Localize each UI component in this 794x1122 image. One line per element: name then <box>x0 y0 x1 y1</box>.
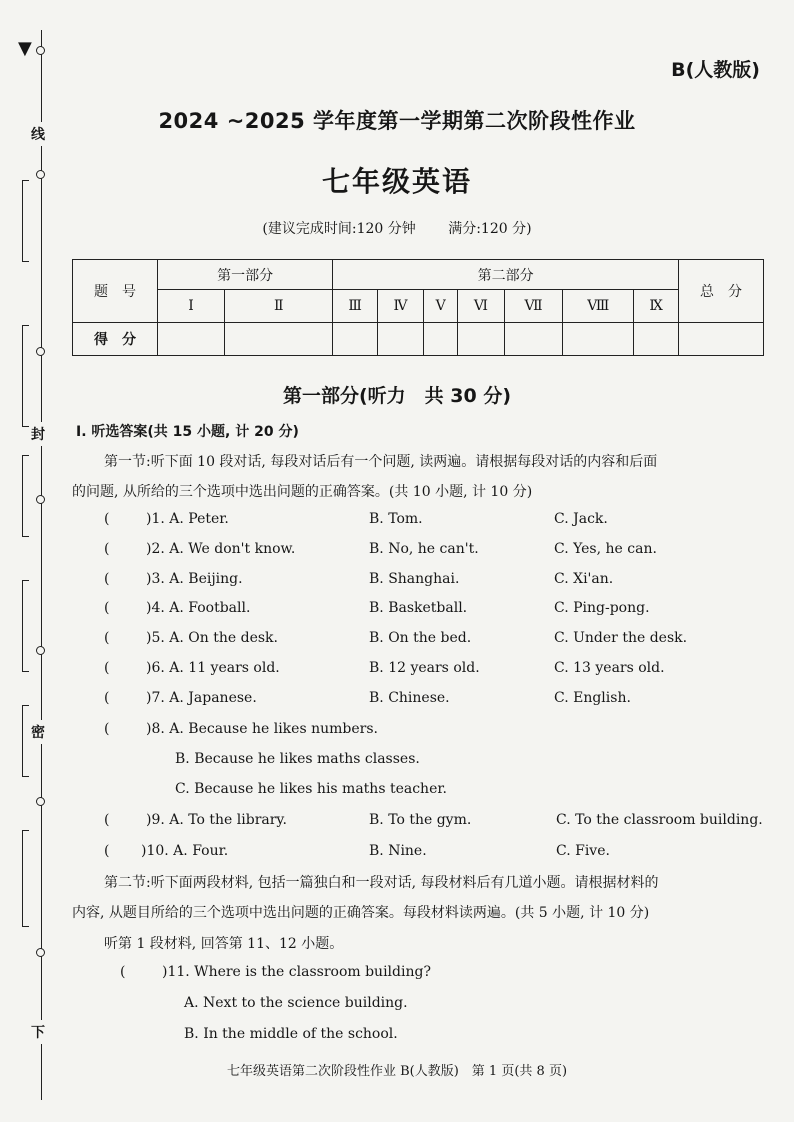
row-header-question-no: 题 号 <box>73 260 158 323</box>
score-table <box>72 259 764 356</box>
total-header: 总 分 <box>679 260 764 323</box>
subject-title: 七年级英语 <box>321 165 472 198</box>
answer-paren[interactable]: ( <box>104 600 110 616</box>
score-cell[interactable] <box>158 323 225 356</box>
score-cell[interactable] <box>563 323 634 356</box>
question-10: )10. A. Four. <box>141 843 229 859</box>
question-7: )7. A. Japanese. <box>146 690 257 706</box>
student-field-bracket <box>22 455 29 537</box>
row-header-score: 得 分 <box>73 323 158 356</box>
binding-char-xian: 线 <box>31 122 45 146</box>
student-field-bracket <box>22 705 29 777</box>
question-8: )8. A. Because he likes numbers. <box>146 721 378 737</box>
option-b: B. Shanghai. <box>369 571 460 587</box>
score-cell[interactable] <box>504 323 563 356</box>
question-11: )11. Where is the classroom building? <box>162 964 431 980</box>
section1-intro-line1: 第一节:听下面 10 段对话, 每段对话后有一个问题, 读两遍。请根据每段对话的内容和后面 <box>104 454 658 470</box>
answer-paren[interactable]: ( <box>104 812 110 828</box>
part2-header: 第二部分 <box>333 260 679 290</box>
answer-paren[interactable]: ( <box>104 571 110 587</box>
binding-hole <box>36 646 45 655</box>
score-cell[interactable] <box>377 323 423 356</box>
student-field-bracket <box>22 580 29 672</box>
option-c: C. Five. <box>556 843 610 859</box>
score-cell[interactable] <box>333 323 378 356</box>
option-b: B. Because he likes maths classes. <box>175 751 420 767</box>
binding-hole <box>36 347 45 356</box>
part1-header: 第一部分 <box>158 260 333 290</box>
student-field-bracket <box>22 325 29 427</box>
option-b: B. 12 years old. <box>369 660 480 676</box>
col-header: Ⅱ <box>225 290 333 323</box>
col-header: Ⅸ <box>634 290 679 323</box>
time-limit: (建议完成时间:120 分钟 <box>262 221 416 237</box>
option-c: C. Yes, he can. <box>554 541 657 557</box>
student-field-bracket <box>22 830 29 927</box>
col-header: Ⅷ <box>563 290 634 323</box>
option-c: C. English. <box>554 690 631 706</box>
score-cell[interactable] <box>424 323 458 356</box>
exam-title: 2024 ~2025 学年度第一学期第二次阶段性作业 <box>158 109 636 133</box>
option-b: B. Basketball. <box>369 600 468 616</box>
col-header: Ⅲ <box>333 290 378 323</box>
option-b: B. Nine. <box>369 843 427 859</box>
answer-paren[interactable]: ( <box>104 630 110 646</box>
section1-title: Ⅰ. 听选答案(共 15 小题, 计 20 分) <box>76 424 299 440</box>
answer-paren[interactable]: ( <box>104 660 110 676</box>
option-c: C. Ping-pong. <box>554 600 650 616</box>
binding-char-feng: 封 <box>31 422 45 446</box>
option-c: C. To the classroom building. <box>556 812 763 828</box>
question-4: )4. A. Football. <box>146 600 251 616</box>
corner-mark: ▼ <box>18 38 32 59</box>
full-score: 满分:120 分) <box>448 221 532 237</box>
answer-paren[interactable]: ( <box>120 964 126 980</box>
col-header: Ⅵ <box>458 290 504 323</box>
option-c: C. Because he likes his maths teacher. <box>175 781 447 797</box>
question-5: )5. A. On the desk. <box>146 630 278 646</box>
question-1: )1. A. Peter. <box>146 511 229 527</box>
binding-hole <box>36 948 45 957</box>
edition-label: B(人教版) <box>671 59 760 81</box>
page-footer: 七年级英语第二次阶段性作业 B(人教版) 第 1 页(共 8 页) <box>226 1064 568 1079</box>
binding-hole <box>36 797 45 806</box>
col-header: Ⅴ <box>424 290 458 323</box>
option-c: C. Jack. <box>554 511 608 527</box>
answer-paren[interactable]: ( <box>104 690 110 706</box>
col-header: Ⅰ <box>158 290 225 323</box>
answer-paren[interactable]: ( <box>104 843 110 859</box>
answer-paren[interactable]: ( <box>104 721 110 737</box>
option-b: B. In the middle of the school. <box>184 1026 398 1042</box>
section2-intro-line1: 第二节:听下面两段材料, 包括一篇独白和一段对话, 每段材料后有几道小题。请根据材料的 <box>104 875 659 891</box>
option-b: B. Chinese. <box>369 690 450 706</box>
binding-char-xia: 下 <box>31 1020 45 1044</box>
col-header: Ⅶ <box>504 290 563 323</box>
exam-meta <box>0 218 794 238</box>
binding-char-mi: 密 <box>31 720 45 744</box>
question-6: )6. A. 11 years old. <box>146 660 280 676</box>
question-9: )9. A. To the library. <box>146 812 287 828</box>
binding-hole <box>36 46 45 55</box>
section2-intro-line2: 内容, 从题目所给的三个选项中选出问题的正确答案。每段材料读两遍。(共 5 小题, 计 10 分) <box>72 905 650 921</box>
question-3: )3. A. Beijing. <box>146 571 243 587</box>
option-b: B. On the bed. <box>369 630 472 646</box>
option-a: A. Next to the science building. <box>184 995 408 1011</box>
score-cell[interactable] <box>634 323 679 356</box>
col-header: Ⅳ <box>377 290 423 323</box>
answer-paren[interactable]: ( <box>104 511 110 527</box>
option-b: B. Tom. <box>369 511 423 527</box>
option-c: C. Xi'an. <box>554 571 614 587</box>
material-1-instruction: 听第 1 段材料, 回答第 11、12 小题。 <box>104 936 344 952</box>
section1-intro-line2: 的问题, 从所给的三个选项中选出问题的正确答案。(共 10 小题, 计 10 分) <box>72 484 533 500</box>
option-b: B. No, he can't. <box>369 541 479 557</box>
score-cell[interactable] <box>458 323 504 356</box>
option-b: B. To the gym. <box>369 812 472 828</box>
part-title: 第一部分(听力 共 30 分) <box>282 385 512 407</box>
score-cell[interactable] <box>225 323 333 356</box>
answer-paren[interactable]: ( <box>104 541 110 557</box>
option-c: C. Under the desk. <box>554 630 688 646</box>
option-c: C. 13 years old. <box>554 660 665 676</box>
question-2: )2. A. We don't know. <box>146 541 296 557</box>
binding-hole <box>36 495 45 504</box>
total-score-cell[interactable] <box>679 323 764 356</box>
